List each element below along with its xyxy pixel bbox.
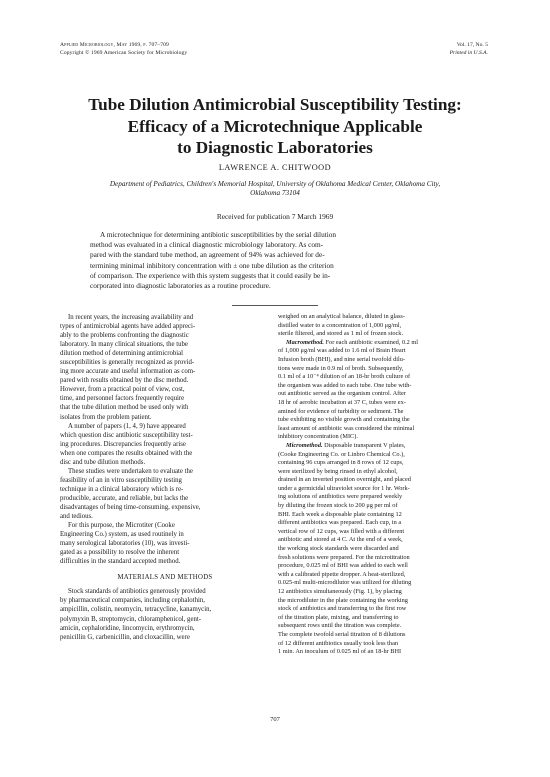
text-line: 18 hr of aerobic incubation at 37 C, tubes were ex- — [278, 398, 406, 406]
text-line: drained in an inverted position overnight, and placed — [278, 476, 411, 484]
text-line — [278, 442, 490, 451]
abstract-divider — [232, 305, 318, 306]
text-line: tions were made in 0.9 ml of broth. Subsequently, — [278, 364, 404, 372]
text-line: many serological laboratories (10), was investi- — [60, 540, 190, 548]
volume-issue: Vol. 17, No. 5 — [456, 42, 488, 48]
text-line: distilled water to a concentration of 1,000 μg/ml, — [278, 321, 402, 329]
copyright-notice: Copyright © 1969 American Society for Microbiology — [60, 50, 188, 57]
title-line: to Diagnostic Laboratories — [177, 138, 373, 157]
text-line: ing procedures. Discrepancies frequently arise — [60, 440, 186, 448]
text-line: stock of antibiotics and transferring to the first row — [278, 605, 407, 613]
text-line: A number of papers (1, 4, 9) have appeared — [68, 422, 186, 430]
text-line: 1 min. An inoculum of 0.025 ml of an 18-hr BHI — [278, 648, 402, 656]
text-line: containing 96 cups arranged in 8 rows of 12 cups, — [278, 459, 404, 467]
text-line: and tedious. — [60, 513, 93, 521]
text-line: by diluting the frozen stock to 200 μg per ml of — [278, 502, 398, 510]
author-name: LAWRENCE A. CHITWOOD — [218, 163, 332, 172]
text-line: gated as a possibility to resolve the inherent — [60, 549, 180, 557]
intro-paragraph — [60, 422, 270, 467]
text-line: the microdiluter in the plate containing the working — [278, 596, 408, 604]
text-line: antibiotic and stored at 4 C. At the end of a week, — [278, 536, 403, 544]
text-line: disc and tube dilution methods. — [60, 458, 146, 466]
text-line: amicin, cephaloridine, lincomycin, erythromycin, — [60, 624, 195, 632]
text-line: 0.1 ml of a 10⁻⁴ dilution of an 18-hr broth culture of — [278, 373, 411, 381]
abstract-line: corporated into diagnostic laboratories as a routine procedure. — [90, 281, 271, 291]
text-line: vertical row of 12 cups, was filled with a different — [278, 527, 405, 535]
text-line: For this purpose, the Microtiter (Cooke — [68, 522, 175, 530]
text-line: penicillin G, carbenicillin, and cloxacillin, were — [60, 633, 190, 641]
text-line: isolates from the problem patient. — [60, 413, 152, 421]
micromethod-paragraph — [278, 442, 490, 657]
abstract-line: termining minimal inhibitory concentration with ± one tube dilution as the criterion — [90, 260, 334, 270]
text-line: time, and personnel factors frequently require — [60, 395, 185, 403]
text-line: Engineering Co.) system, as used routinely in — [60, 531, 184, 539]
abstract-line: A microtechnique for determining antibiotic susceptibilities by the serial dilution — [100, 230, 337, 239]
text-line: These studies were undertaken to evaluate the — [68, 467, 193, 475]
text-line: under a germicidal ultraviolet source for 1 hr. Work- — [278, 484, 410, 492]
text-line: The complete twofold serial titration of 8 dilutions — [278, 630, 406, 638]
abstract-line: method was evaluated in a clinical diagnostic microbiology laboratory. As com- — [90, 240, 324, 250]
author-affiliation — [48, 180, 502, 199]
received-date: Received for publication 7 March 1969 — [216, 212, 334, 221]
methods-paragraph — [278, 313, 490, 339]
text-line: subsequent rows until the titration was complete. — [278, 622, 402, 630]
abstract-line: pared with the standard tube method, an agreement of 94% was achieved for de- — [90, 250, 325, 260]
text-line: inhibitory concentration (MIC). — [278, 433, 358, 441]
micromethod-heading: Micromethod. — [286, 441, 323, 449]
text-line: ampicillin, colistin, neomycin, tetracycline, kanamycin, — [60, 606, 212, 614]
methods-paragraph — [60, 587, 270, 641]
macromethod-heading: Macromethod. — [286, 338, 324, 346]
text-line: with a calibrated pipette dropper. A heat-sterilized, — [278, 570, 406, 578]
title-line: Tube Dilution Antimicrobial Susceptibility Testing: — [88, 95, 462, 114]
text-line: sterile filtered, and stored as 1 ml of frozen stock. — [278, 330, 404, 338]
text-span: Disposable transparent V plates, — [322, 441, 406, 449]
affiliation-line: Oklahoma 73104 — [250, 189, 300, 198]
text-line — [278, 339, 490, 348]
text-line: out antibiotic served as the organism control. After — [278, 390, 406, 398]
text-line: amined for evidence of turbidity or sediment. The — [278, 407, 404, 415]
text-line: the organism was added to each tube. One tube with- — [278, 381, 412, 389]
macromethod-paragraph — [278, 339, 490, 442]
text-line: fresh solutions were prepared. For the microtitration — [278, 553, 410, 561]
right-column — [278, 313, 490, 657]
text-line: pared with results obtained by the disc method. — [60, 377, 189, 385]
text-line: by pharmaceutical companies, including cephalothin, — [60, 597, 205, 605]
text-span: For each antibiotic examined, 0.2 ml — [323, 338, 419, 346]
text-line: ably to the problems confronting the diagnostic — [60, 332, 189, 340]
text-line: weighed on an analytical balance, diluted in glass- — [278, 313, 405, 320]
affiliation-line: Department of Pediatrics, Children's Memorial Hospital, University of Oklahoma Medical Center, Oklahoma City, — [109, 180, 441, 188]
running-header-right — [450, 41, 488, 58]
text-line: polymyxin B, streptomycin, chloramphenicol, gent- — [60, 615, 202, 623]
section-heading-methods: MATERIALS AND METHODS — [117, 574, 213, 582]
text-line: susceptibilities is generally recognized as provid- — [60, 359, 195, 367]
journal-citation: Applied Microbiology, May 1969, p. 707–709 — [60, 42, 169, 48]
text-line: different antibiotics was prepared. Each cup, in a — [278, 519, 402, 527]
printed-in: Printed in U.S.A. — [449, 50, 488, 57]
text-line: procedure, 0.025 ml of BHI was added to each well — [278, 562, 408, 570]
text-line: producible, accurate, and reliable, but lacks the — [60, 494, 189, 502]
text-line: were sterilized by being rinsed in ethyl alcohol, — [278, 467, 398, 475]
text-line: of the titration plate, mixing, and transferring to — [278, 613, 399, 621]
text-line: that the tube dilution method be used only with — [60, 404, 189, 412]
text-line: In recent years, the increasing availability and — [68, 314, 194, 321]
page-number: 707 — [270, 716, 280, 723]
intro-paragraph — [60, 313, 270, 422]
article-title — [40, 94, 510, 159]
text-line: difficulties in the standard accepted method. — [60, 558, 181, 566]
title-line: Efficacy of a Microtechnique Applicable — [127, 116, 423, 136]
running-header-left — [60, 41, 187, 58]
text-line: types of antimicrobial agents have added appreci- — [60, 323, 196, 331]
text-line: ing solutions of antibiotics were prepared weekly — [278, 493, 403, 501]
text-line: 12 antibiotics simultaneously (Fig. 1), by placing — [278, 588, 402, 595]
text-line: tube exhibiting no visible growth and containing the — [278, 416, 410, 424]
text-line: least amount of antibiotic was considered the minimal — [278, 424, 415, 432]
text-line: laboratory. In many clinical situations, the tube — [60, 341, 188, 349]
text-line: technique in a clinical laboratory which is re- — [60, 485, 184, 493]
text-line: BHI. Each week a disposable plate containing 12 — [278, 510, 402, 518]
intro-paragraph — [60, 521, 270, 566]
text-line: 0.025-ml multi-microdilutor was utilized for diluting — [278, 579, 412, 587]
text-line: dilution method of determining antimicrobial — [60, 350, 184, 358]
text-line: However, from a practical point of view, cost, — [60, 386, 185, 394]
text-line: Infusion broth (BHI), and nine serial twofold dilu- — [278, 355, 405, 363]
text-line: ing more accurate and useful information as com- — [60, 368, 196, 376]
text-line: Stock standards of antibiotics generously provided — [68, 588, 206, 596]
text-line: of 12 different antibiotics usually took less than — [278, 639, 399, 647]
left-column — [60, 313, 270, 642]
text-line: feasibility of an in vitro susceptibility testing — [60, 476, 182, 484]
text-line: (Cooke Engineering Co. or Linbro Chemical Co.), — [278, 450, 405, 458]
text-line: which question disc antibiotic susceptibility test- — [60, 431, 193, 439]
text-line: the working stock standards were discarded and — [278, 545, 399, 553]
text-line: disadvantages of being time-consuming, expensive, — [60, 503, 201, 511]
text-line: of 1,000 μg/ml was added to 1.6 ml of Brain Heart — [278, 347, 406, 355]
intro-paragraph — [60, 467, 270, 521]
text-line: when one compares the results obtained with the — [60, 449, 193, 457]
abstract — [90, 230, 462, 291]
abstract-line: of comparison. The experience with this system suggests that it could easily be in- — [90, 270, 331, 280]
